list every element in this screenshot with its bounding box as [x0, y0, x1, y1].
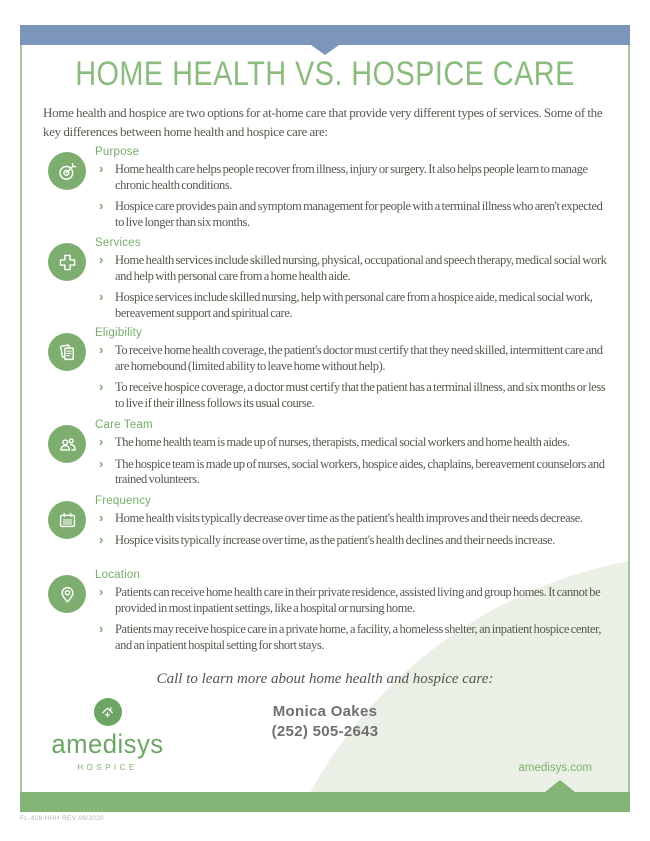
chevron-bullet-icon: ›	[99, 455, 104, 471]
bullet-item	[95, 511, 609, 527]
bullet-text: Patients can receive home health care in their private residence, assisted living and group homes. It cannot be provided in most inpatient settings, like a hospital or nursing home.	[115, 585, 601, 615]
section-frequency	[43, 495, 610, 554]
document-code: FL-428-HHH REV 09/2020	[20, 815, 104, 822]
amedisys-logo	[40, 698, 175, 772]
section-heading: Purpose	[95, 146, 140, 158]
chevron-bullet-icon: ›	[99, 531, 104, 547]
intro-paragraph: Home health and hospice are two options for at-home care that provide very different types of services. Some of the key differences between home health and hospice care are:	[43, 105, 603, 139]
bullet-text: Hospice visits typically increase over time, as the patient's health declines and their needs increase.	[115, 532, 555, 547]
house-logo-icon	[94, 698, 122, 726]
bullet-item	[95, 290, 609, 321]
bottom-bar-arrow-up	[545, 780, 575, 792]
section-heading: Eligibility	[95, 327, 142, 339]
people-icon	[48, 425, 86, 463]
chevron-bullet-icon: ›	[99, 434, 104, 449]
page-title: HOME HEALTH VS. HOSPICE CARE	[75, 55, 575, 93]
left-border-rule	[20, 45, 22, 792]
documents-icon	[48, 333, 86, 371]
section-services	[43, 237, 610, 327]
bullet-text: Home health visits typically decrease over time as the patient's health improves and their needs decrease.	[115, 511, 583, 525]
bullet-item	[95, 457, 609, 488]
chevron-bullet-icon: ›	[99, 342, 104, 357]
chevron-bullet-icon: ›	[99, 379, 104, 394]
bullet-text: The hospice team is made up of nurses, social workers, hospice aides, chaplains, bereavement counselors and trained volunteers.	[115, 456, 605, 486]
medical-cross-icon	[48, 243, 86, 281]
bullet-item	[95, 533, 609, 549]
contact-block	[175, 702, 475, 742]
section-location	[43, 569, 610, 659]
bullet-text: Home health services include skilled nursing, physical, occupational and speech therapy, medical social work and help with personal care from a home health aide.	[115, 253, 607, 283]
right-border-rule	[628, 45, 630, 792]
bullet-text: Home health care helps people recover from illness, injury or surgery. It also helps people learn to manage chronic health conditions.	[115, 162, 588, 192]
chevron-bullet-icon: ›	[99, 621, 104, 636]
logo-wordmark: amedisys	[51, 729, 164, 759]
logo-division-label: HOSPICE	[77, 763, 138, 772]
chevron-bullet-icon: ›	[99, 510, 104, 525]
bullet-text: Patients may receive hospice care in a private home, a facility, a homeless shelter, an inpatient hospice center, and an inpatient hospital setting for short stays.	[115, 622, 602, 652]
website-link[interactable]: amedisys.com	[518, 762, 592, 774]
bullet-item	[95, 253, 609, 284]
section-purpose	[43, 146, 610, 236]
bullet-item	[95, 622, 609, 653]
bullet-item	[95, 343, 609, 374]
section-heading: Location	[95, 569, 141, 581]
bullet-text: The home health team is made up of nurses, therapists, medical social workers and home health aides.	[115, 435, 570, 449]
bottom-accent-bar	[20, 792, 630, 812]
bullet-item	[95, 380, 609, 411]
bullet-text: Hospice care provides pain and symptom management for people with a terminal illness who aren't expected to live longer than six months.	[115, 199, 603, 229]
contact-name: Monica Oakes	[272, 703, 378, 720]
section-heading: Care Team	[95, 419, 153, 431]
map-pin-icon	[48, 575, 86, 613]
calendar-icon	[48, 501, 86, 539]
bullet-text: Hospice services include skilled nursing, help with personal care from a hospice aide, medical social work, bereavement support and spiritual care.	[115, 290, 593, 320]
bullet-text: To receive hospice coverage, a doctor must certify that the patient has a terminal illness, and six months or less to live if their illness follows its usual course.	[115, 380, 606, 410]
top-accent-bar	[20, 25, 630, 45]
section-eligibility	[43, 327, 610, 417]
bullet-item	[95, 162, 609, 193]
top-bar-arrow-down	[311, 45, 339, 55]
bullet-item	[95, 585, 609, 616]
chevron-bullet-icon: ›	[99, 584, 104, 599]
chevron-bullet-icon: ›	[99, 198, 104, 213]
call-to-action-text: Call to learn more about home health and hospice care:	[156, 671, 494, 687]
bullet-item	[95, 435, 609, 451]
section-care-team	[43, 419, 610, 494]
bullet-text: To receive home health coverage, the patient's doctor must certify that they need skilled, intermittent care and are homebound (limited ability to leave home without help).	[115, 343, 603, 373]
target-icon	[48, 152, 86, 190]
chevron-bullet-icon: ›	[99, 289, 104, 304]
bullet-item	[95, 199, 609, 230]
chevron-bullet-icon: ›	[99, 252, 104, 267]
section-heading: Services	[95, 237, 141, 249]
contact-phone: (252) 505-2643	[271, 723, 379, 740]
chevron-bullet-icon: ›	[99, 161, 104, 176]
section-heading: Frequency	[95, 495, 152, 507]
